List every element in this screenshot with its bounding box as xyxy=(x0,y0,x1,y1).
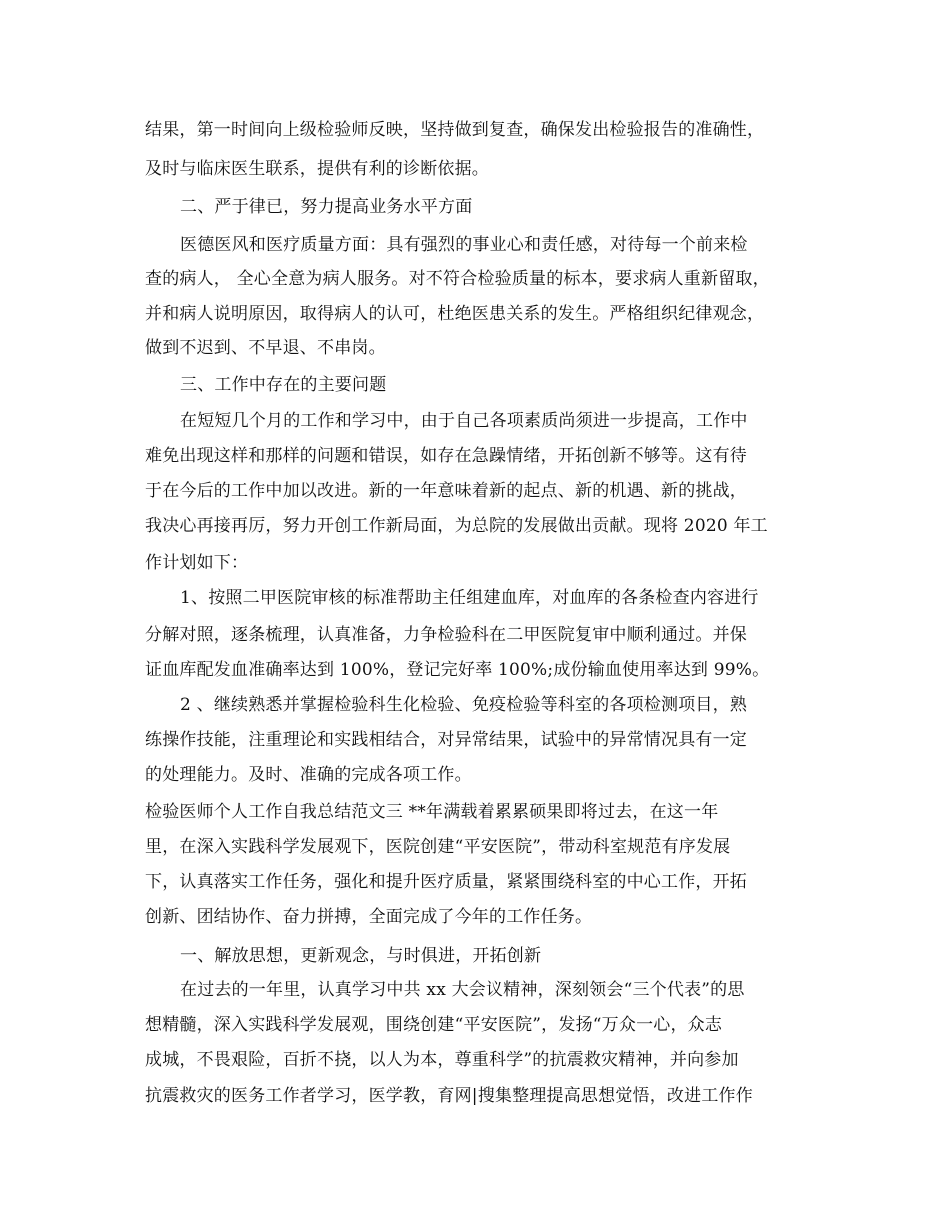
paragraph-line: 做到不迟到、不早退、不串岗。 xyxy=(145,338,386,358)
paragraph-line: 抗震救灾的医务工作者学习，医学教，育网|搜集整理提高思想觉悟，改进工作作 xyxy=(145,1086,753,1106)
paragraph-line: 及时与临床医生联系，提供有利的诊断依据。 xyxy=(145,159,489,179)
paragraph-line: 下，认真落实工作任务，强化和提升医疗质量，紧紧围绕科室的中心工作，开拓 xyxy=(145,872,747,892)
section-heading: 三、工作中存在的主要问题 xyxy=(180,375,387,395)
section-heading: 二、严于律已，努力提高业务水平方面 xyxy=(180,197,473,217)
paragraph-line: 证血库配发血准确率达到 100%，登记完好率 100%;成份输血使用率达到 99%。 xyxy=(145,660,770,680)
paragraph-line: 作计划如下： xyxy=(145,553,249,573)
article-title-line: 检验医师个人工作自我总结范文三 **年满载着累累硕果即将过去，在这一年 xyxy=(145,802,719,822)
paragraph-line: 创新、团结协作、奋力拼搏，全面完成了今年的工作任务。 xyxy=(145,907,593,927)
paragraph-line: 难免出现这样和那样的问题和错误，如存在急躁情绪，开拓创新不够等。这有待 xyxy=(145,446,747,466)
paragraph-line: 成城，不畏艰险，百折不挠，以人为本，尊重科学”的抗震救灾精神，并向参加 xyxy=(145,1050,739,1070)
paragraph-line: 结果，第一时间向上级检验师反映，坚持做到复查，确保发出检验报告的准确性， xyxy=(145,120,765,140)
paragraph-line: 并和病人说明原因，取得病人的认可，杜绝医患关系的发生。严格组织纪律观念， xyxy=(145,304,765,324)
paragraph-line: 里，在深入实践科学发展观下，医院创建“平安医院”，带动科室规范有序发展 xyxy=(145,837,731,857)
paragraph-line: 的处理能力。及时、准确的完成各项工作。 xyxy=(145,765,472,785)
paragraph-line: 2 、继续熟悉并掌握检验科生化检验、免疫检验等科室的各项检测项目，熟 xyxy=(180,695,748,715)
paragraph-line: 练操作技能，注重理论和实践相结合，对异常结果，试验中的异常情况具有一定 xyxy=(145,730,747,750)
paragraph-line: 在短短几个月的工作和学习中，由于自己各项素质尚须进一步提高，工作中 xyxy=(180,411,748,431)
section-heading: 一、解放思想，更新观念，与时俱进，开拓创新 xyxy=(180,946,542,966)
paragraph-line: 我决心再接再厉，努力开创工作新局面，为总院的发展做出贡献。现将 2020 年工 xyxy=(145,516,768,536)
paragraph-line: 分解对照，逐条梳理，认真准备，力争检验科在二甲医院复审中顺利通过。并保 xyxy=(145,625,747,645)
paragraph-line: 查的病人， 全心全意为病人服务。对不符合检验质量的标本，要求病人重新留取， xyxy=(145,269,770,289)
paragraph-line: 于在今后的工作中加以改进。新的一年意味着新的起点、新的机遇、新的挑战， xyxy=(145,481,747,501)
paragraph-line: 医德医风和医疗质量方面：具有强烈的事业心和责任感，对待每一个前来检 xyxy=(180,235,748,255)
paragraph-line: 1、按照二甲医院审核的标准帮助主任组建血库，对血库的各条检查内容进行 xyxy=(180,588,759,608)
paragraph-line: 想精髓，深入实践科学发展观，围绕创建“平安医院”，发扬“万众一心，众志 xyxy=(145,1015,723,1035)
paragraph-line: 在过去的一年里，认真学习中共 xx 大会议精神，深刻领会“三个代表”的思 xyxy=(180,980,745,1000)
